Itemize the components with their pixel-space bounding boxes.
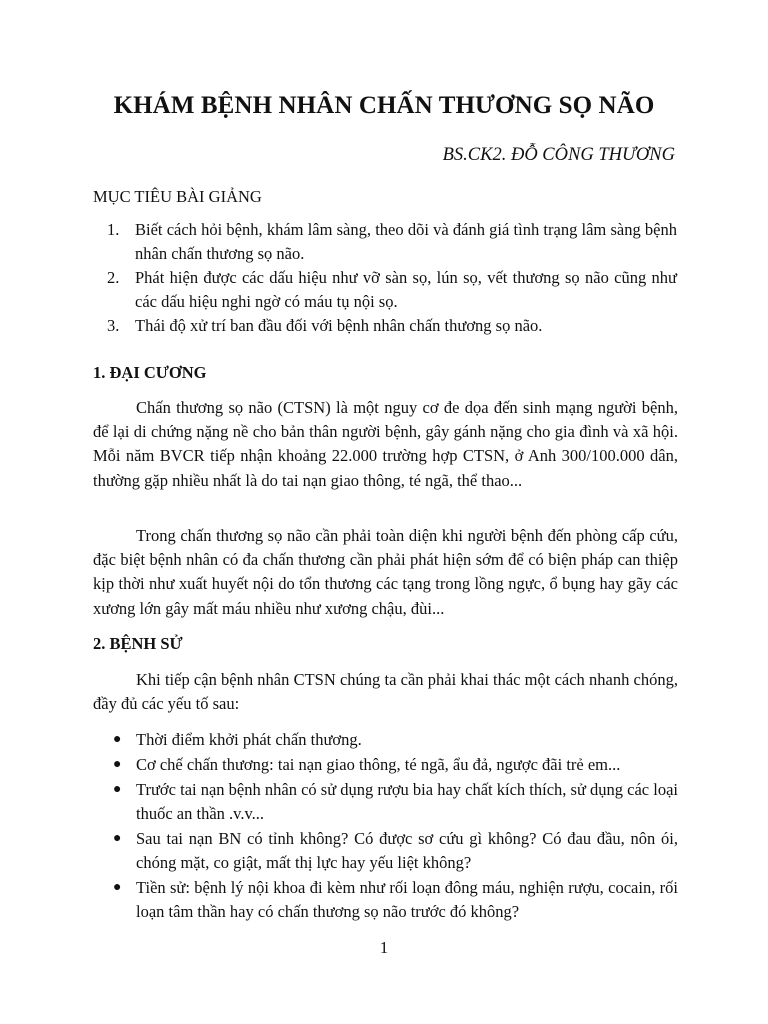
objective-item (107, 266, 677, 314)
objective-text: Thái độ xử trí ban đầu đối với bệnh nhân chấn thương sọ não. (135, 316, 543, 335)
list-item (113, 827, 678, 875)
list-item-text: Thời điểm khởi phát chấn thương. (136, 730, 362, 749)
section-1-paragraph-2: Trong chấn thương sọ não cần phải toàn diện khi người bệnh đến phòng cấp cứu, đặc biệt bệnh nhân có đa chấn thương cần phải phát hiện sớm để có biện pháp can thiệp kịp thời như xuất huyết nội do tổn thương các tạng trong lồng ngực, ổ bụng hay gãy các xương lớn gây mất máu nhiều như xương chậu, đùi... (93, 526, 678, 618)
bullet-icon: ● (113, 880, 122, 895)
objective-text: Biết cách hỏi bệnh, khám lâm sàng, theo dõi và đánh giá tình trạng lâm sàng bệnh nhân chấn thương sọ não. (135, 220, 677, 263)
list-number: 3. (107, 316, 120, 335)
history-bullet-list (113, 728, 678, 925)
objective-text: Phát hiện được các dấu hiệu như vỡ sàn sọ, lún sọ, vết thương sọ não cũng như các dấu hiệu nghi ngờ có máu tụ nội sọ. (135, 268, 677, 311)
section-2-paragraph: Khi tiếp cận bệnh nhân CTSN chúng ta cần phải khai thác một cách nhanh chóng, đầy đủ các yếu tố sau: (93, 670, 678, 714)
section-1-heading: 1. ĐẠI CƯƠNG (93, 363, 207, 382)
list-item (113, 876, 678, 924)
list-item-text: Cơ chế chấn thương: tai nạn giao thông, té ngã, ẩu đả, ngược đãi trẻ em... (136, 755, 621, 774)
list-item-text: Sau tai nạn BN có tỉnh không? Có được sơ cứu gì không? Có đau đầu, nôn ói, chóng mặt, co giật, mất thị lực hay yếu liệt không? (136, 829, 678, 872)
document-title: KHÁM BỆNH NHÂN CHẤN THƯƠNG SỌ NÃO (113, 92, 655, 119)
bullet-icon: ● (113, 757, 122, 772)
bullet-icon: ● (113, 732, 122, 747)
list-item-text: Tiền sử: bệnh lý nội khoa đi kèm như rối loạn đông máu, nghiện rượu, cocain, rối loạn tâm thần hay có chấn thương sọ não trước đó không? (136, 878, 678, 921)
section-2-heading: 2. BỆNH SỬ (93, 634, 183, 653)
section-1-paragraph-1: Chấn thương sọ não (CTSN) là một nguy cơ đe dọa đến sinh mạng người bệnh, để lại di chứng nặng nề cho bản thân người bệnh, gây gánh nặng cho gia đình và xã hội. Mỗi năm BVCR tiếp nhận khoảng 22.000 trường hợp CTSN, ở Anh 300/100.000 dân, thường gặp nhiều nhất là do tai nạn giao thông, té ngã, thể thao... (93, 398, 678, 490)
list-item (113, 753, 678, 777)
list-item-text: Trước tai nạn bệnh nhân có sử dụng rượu bia hay chất kích thích, sử dụng các loại thuốc an thần .v.v... (136, 780, 678, 823)
list-item (113, 728, 678, 752)
list-number: 2. (107, 268, 120, 287)
objectives-list (107, 218, 677, 338)
bullet-icon: ● (113, 831, 122, 846)
author-line: BS.CK2. ĐỖ CÔNG THƯƠNG (442, 145, 675, 165)
objective-item (107, 314, 677, 338)
objectives-heading: MỤC TIÊU BÀI GIẢNG (93, 187, 262, 206)
list-number: 1. (107, 220, 120, 239)
list-item (113, 778, 678, 826)
objective-item (107, 218, 677, 266)
bullet-icon: ● (113, 782, 122, 797)
page-number: 1 (379, 938, 389, 957)
